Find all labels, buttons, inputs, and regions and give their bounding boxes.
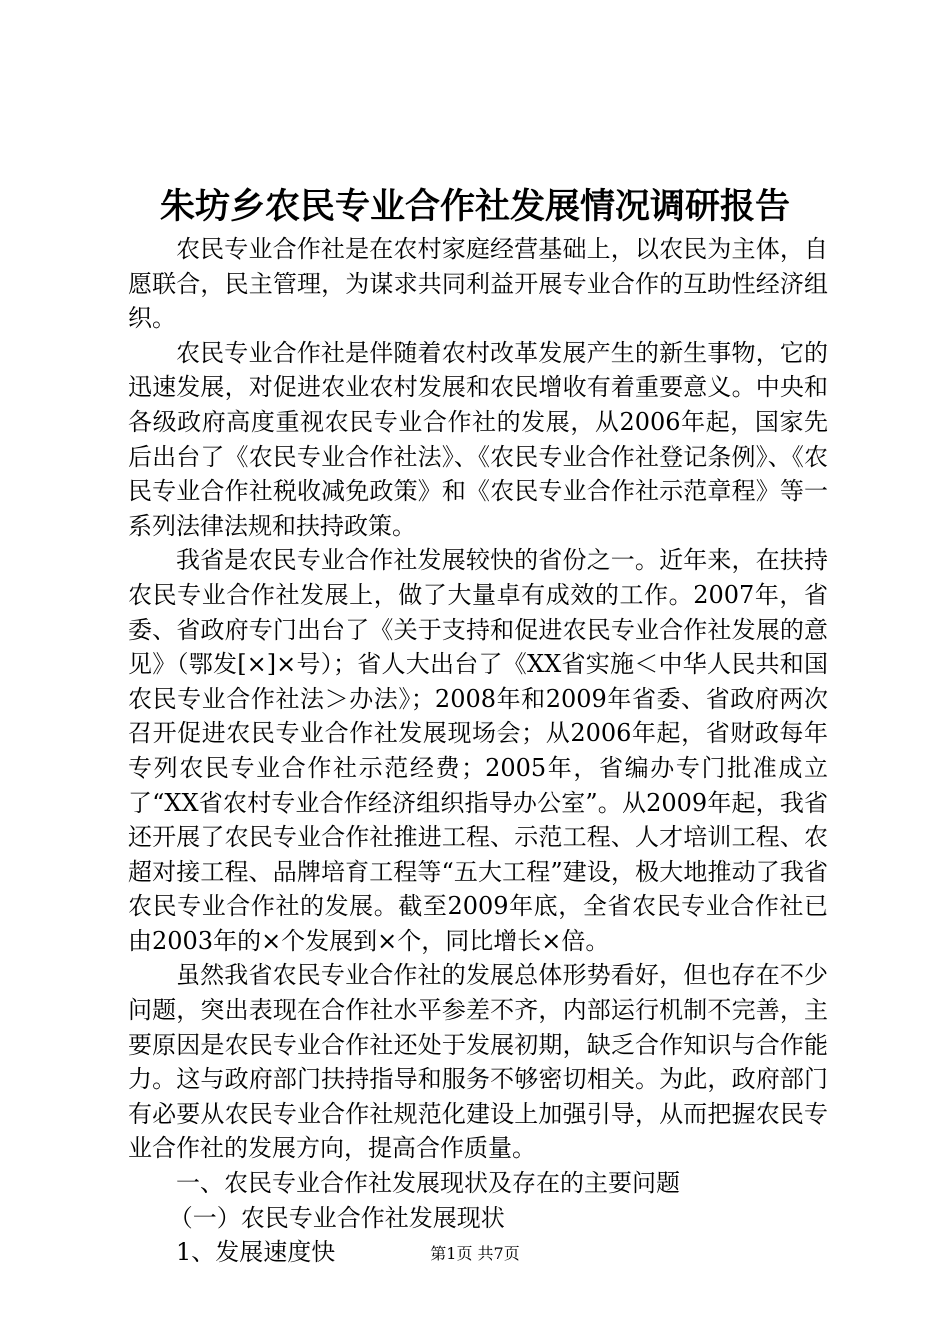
document-body (128, 232, 828, 1270)
page-number-footer: 第1页 共7页 (430, 1244, 520, 1263)
paragraph-province-work: 我省是农民专业合作社发展较快的省份之一。近年来，在扶持农民专业合作社发展上，做了大量卓有成效的工作。2007年，省委、省政府专门出台了《关于支持和促进农民专业合作社发展的意见》（鄂发[×]×号）；省人大出台了《XX省实施＜中华人民共和国农民专业合作社法＞办法》；2008年和2009年省委、省政府两次召开促进农民专业合作社发展现场会；从2006年起，省财政每年专列农民专业合作社示范经费；2005年，省编办专门批准成立了“XX省农村专业合作经济组织指导办公室”。从2009年起，我省还开展了农民专业合作社推进工程、示范工程、人才培训工程、农超对接工程、品牌培育工程等“五大工程”建设，极大地推动了我省农民专业合作社的发展。截至2009年底，全省农民专业合作社已由2003年的×个发展到×个，同比增长×倍。 (128, 546, 828, 955)
paragraph-problems: 虽然我省农民专业合作社的发展总体形势看好，但也存在不少问题，突出表现在合作社水平参差不齐，内部运行机制不完善，主要原因是农民专业合作社还处于发展初期，缺乏合作知识与合作能力。这与政府部门扶持指导和服务不够密切相关。为此，政府部门有必要从农民专业合作社规范化建设上加强引导，从而把握农民专业合作社的发展方向，提高合作质量。 (128, 961, 828, 1163)
document-title: 朱坊乡农民专业合作社发展情况调研报告 (159, 186, 790, 227)
paragraph-intro: 农民专业合作社是在农村家庭经营基础上，以农民为主体，自愿联合，民主管理，为谋求共同利益开展专业合作的互助性经济组织。 (128, 235, 828, 333)
paragraph-background: 农民专业合作社是伴随着农村改革发展产生的新生事物，它的迅速发展，对促进农业农村发展和农民增收有着重要意义。中央和各级政府高度重视农民专业合作社的发展，从2006年起，国家先后出台了《农民专业合作社法》、《农民专业合作社登记条例》、《农民专业合作社税收减免政策》和《农民专业合作社示范章程》等一系列法律法规和扶持政策。 (128, 338, 828, 540)
section-heading: 一、农民专业合作社发展现状及存在的主要问题 (176, 1169, 680, 1198)
subsection-heading: （一）农民专业合作社发展现状 (168, 1203, 505, 1232)
item-heading: 1、发展速度快 (176, 1238, 336, 1267)
